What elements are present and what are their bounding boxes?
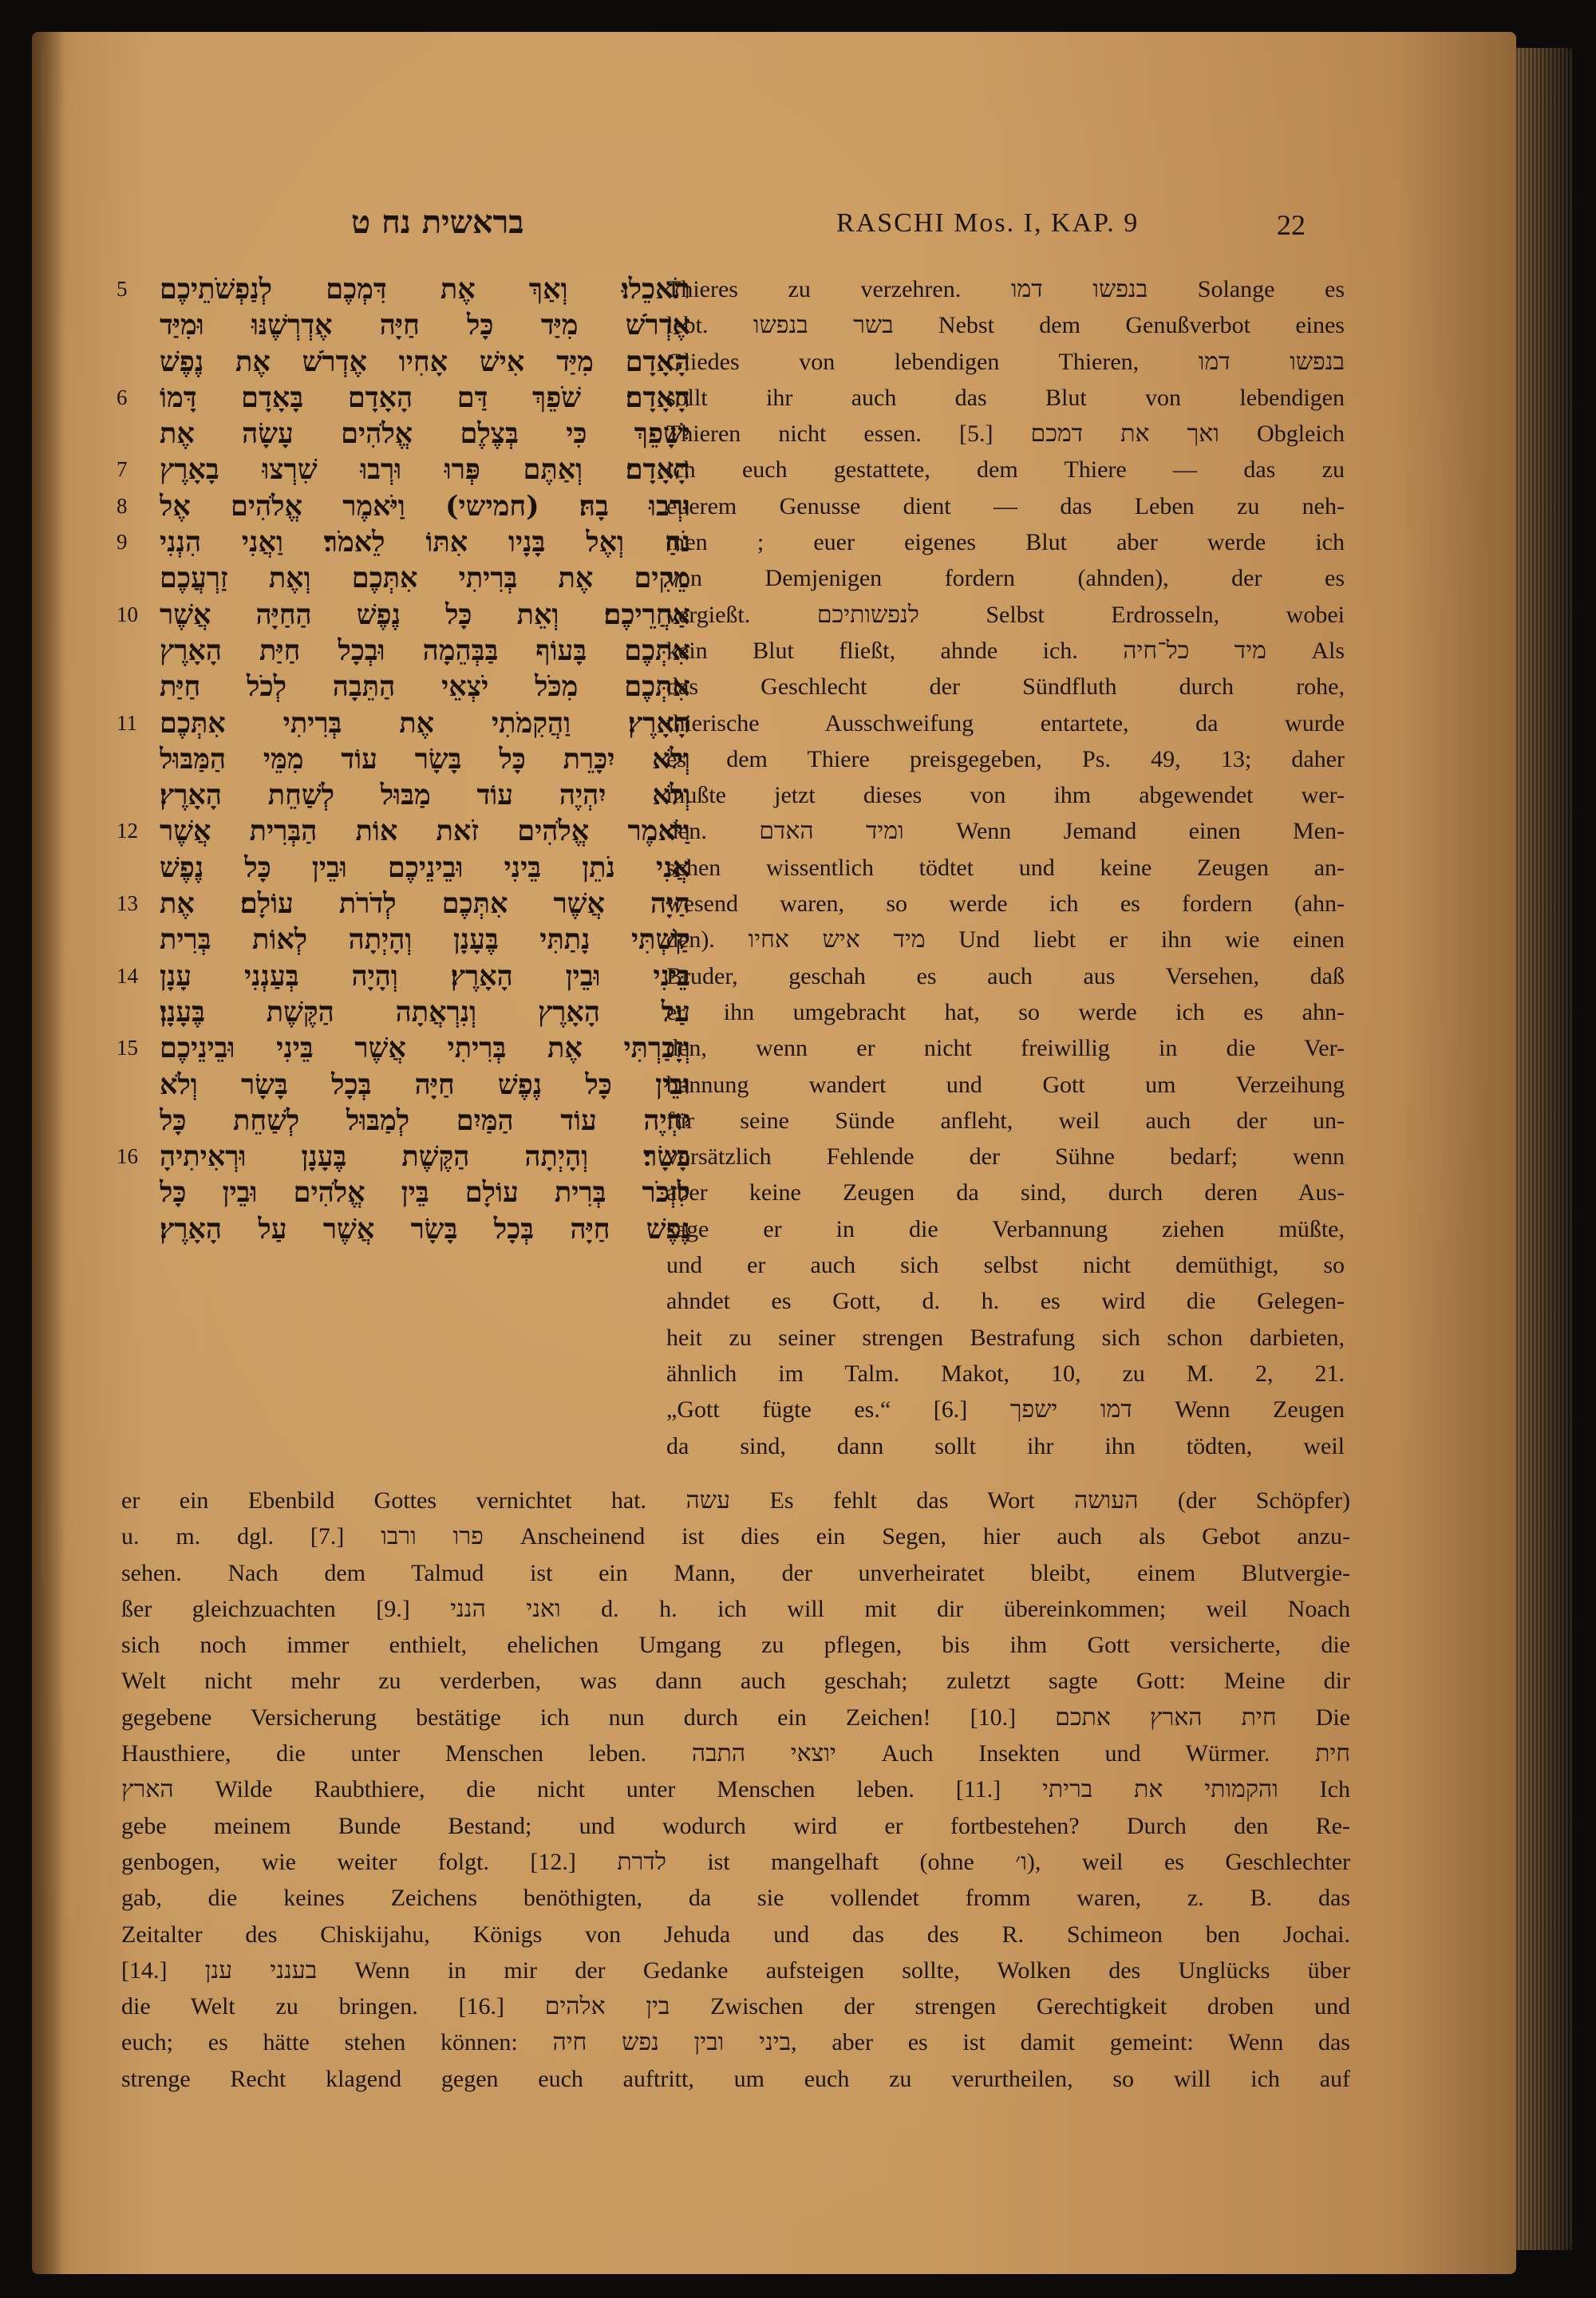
hebrew-verse-line: [112, 705, 690, 741]
hebrew-verse-text: אַחֲרֵיכֶם׃ וְאֵת כָּל נֶפֶשׁ הַחַיָּה אֲשֶׁר: [160, 598, 690, 631]
hebrew-verse-text: אִתְּכֶם מִכֹּל יֹצְאֵי הַתֵּבָה לְכֹל חַיַּת: [160, 670, 690, 704]
commentary-line: ich euch gestattete, dem Thiere — das zu: [666, 456, 1345, 484]
book-page: [32, 32, 1516, 2274]
hebrew-verse-text: עַל הָאָרֶץ וְנִרְאֲתָה הַקֶּשֶׁת בֶּעָנָן׃: [160, 995, 690, 1029]
hebrew-verse-text: הָאָדָם מִיַּד אִישׁ אָחִיו אֶדְרֹשׁ אֶת נֶפֶשׁ: [160, 345, 690, 378]
hebrew-verse-line: [112, 669, 690, 705]
hebrew-verse-line: [112, 741, 690, 777]
hebrew-verse-text: נֹחַ וְאֶל בָּנָיו אִתּוֹ לֵאמֹר׃ וַאֲנִי הִנְנִי: [160, 526, 690, 559]
hebrew-verse-text: וְזָכַרְתִּי אֶת בְּרִיתִי אֲשֶׁר בֵּינִי וּבֵינֵיכֶם: [160, 1032, 690, 1065]
commentary-line: den). מיד איש אחיו Und liebt er ihn wie einen: [666, 926, 1345, 954]
commentary-line-full: sich noch immer enthielt, ehelichen Umgang zu pflegen, bis ihm Gott versicherte, die: [121, 1632, 1350, 1659]
hebrew-verse-line: [112, 524, 690, 560]
hebrew-verse-line: [112, 813, 690, 849]
hebrew-verse-line: [112, 488, 690, 524]
commentary-line-full: genbogen, wie weiter folgt. [12.] לדרת ist mangelhaft (ohne ו׳), weil es Geschlechter: [121, 1848, 1350, 1875]
commentary-line: men ; euer eigenes Blut aber werde ich: [666, 529, 1345, 556]
hebrew-verse-text: וְלֹא יִהְיֶה עוֹד מַבּוּל לְשַׁחֵת הָאָרֶץ׃: [160, 779, 690, 812]
full-width-commentary: [121, 1483, 1350, 2097]
hebrew-verse-text: חַיָּה אֲשֶׁר אִתְּכֶם לְדֹרֹת עוֹלָם׃ אֶת: [160, 887, 690, 921]
verse-number: 16: [117, 1144, 138, 1169]
hebrew-verse-line: [112, 922, 690, 958]
verse-number: 13: [117, 891, 138, 916]
verse-number: 14: [117, 963, 138, 988]
commentary-line-full: Zeitalter des Chiskijahu, Königs von Jehuda und das des R. Schimeon ben Jochai.: [121, 1921, 1350, 1948]
hebrew-verse-line: [112, 1030, 690, 1066]
commentary-line: mußte jetzt dieses von ihm abgewendet wer-: [666, 782, 1345, 809]
verse-number: 5: [117, 277, 128, 301]
page-header: [32, 203, 1516, 251]
commentary-line-full: er ein Ebenbild Gottes vernichtet hat. עשה Es fehlt das Wort העושה (der Schöpfer): [121, 1487, 1350, 1514]
commentary-line: Bruder, geschah es auch aus Versehen, daß: [666, 962, 1345, 989]
commentary-line: lebt. בשר בנפשו Nebst dem Genußverbot eines: [666, 312, 1345, 339]
hebrew-verse-line: [112, 344, 690, 380]
hebrew-verse-line: [112, 777, 690, 813]
commentary-line: Thieren nicht essen. [5.] ואך את דמכם Obgleich: [666, 421, 1345, 448]
commentary-line: „Gott fügte es.“ [6.] דמו ישפך Wenn Zeugen: [666, 1396, 1345, 1423]
hebrew-verse-text: וּרְבוּ בָהּ׃ (חמישי) וַיֹּאמֶר אֱלֹהִים אֶל: [160, 489, 690, 523]
commentary-line: den. ומיד האדם Wenn Jemand einen Men-: [666, 818, 1345, 845]
verse-number: 12: [117, 819, 138, 843]
hebrew-verse-text: נֶפֶשׁ חַיָּה בְּכָל בָּשָׂר אֲשֶׁר עַל הָאָרֶץ׃: [160, 1212, 690, 1246]
commentary-line-full: strenge Recht klagend gegen euch auftritt, um euch zu verurtheilen, so will ich auf: [121, 2065, 1350, 2092]
hebrew-verse-line: [112, 597, 690, 633]
hebrew-verse-line: [112, 1139, 690, 1175]
page-gutter-shadow: [32, 32, 64, 2274]
hebrew-verse-text: וַיֹּאמֶר אֱלֹהִים זֹאת אוֹת הַבְּרִית אֲשֶׁר: [160, 815, 690, 848]
commentary-line: es dem Thiere preisgegeben, Ps. 49, 13; daher: [666, 745, 1345, 772]
commentary-line: ähnlich im Talm. Makot, 10, zu M. 2, 21.: [666, 1360, 1345, 1387]
commentary-line: für seine Sünde anfleht, weil auch der un-: [666, 1107, 1345, 1134]
commentary-line: vergießt. לנפשותיכם Selbst Erdrosseln, wobei: [666, 601, 1345, 628]
hebrew-verse-text: לִזְכֹּר בְּרִית עוֹלָם בֵּין אֱלֹהִים וּבֵין כָּל: [160, 1176, 690, 1210]
commentary-line-full: gegebene Versicherung bestätige ich nun durch ein Zeichen! [10.] חית הארץ אתכם Die: [121, 1704, 1350, 1731]
hebrew-verse-line: [112, 560, 690, 596]
hebrew-verse-text: הָאָדָם׃ שֹׁפֵךְ דַּם הָאָדָם בָּאָדָם דָּמוֹ: [160, 381, 690, 414]
hebrew-verse-text: בָּשָׂר׃ וְהָיְתָה הַקֶּשֶׁת בֶּעָנָן וּרְאִיתִיהָ: [160, 1140, 690, 1174]
commentary-line-full: gab, die keines Zeichens benöthigten, da sie vollendet fromm waren, z. B. das: [121, 1885, 1350, 1912]
hebrew-verse-text: אֶדְרֹשׁ מִיַּד כָּל חַיָּה אֶדְרְשֶׁנּוּ וּמִיַּד: [160, 309, 690, 342]
verse-number: 7: [117, 457, 128, 482]
hebrew-verse-text: הָאָרֶץ׃ וַהֲקִמֹתִי אֶת בְּרִיתִי אִתְּכֶם: [160, 706, 690, 740]
hebrew-verse-text: אֲנִי נֹתֵן בֵּינִי וּבֵינֵיכֶם וּבֵין כָּל נֶפֶשׁ: [160, 851, 690, 884]
hebrew-verse-text: יִשָּׁפֵךְ כִּי בְּצֶלֶם אֱלֹהִים עָשָׂה אֶת: [160, 417, 690, 451]
commentary-line-full: die Welt zu bringen. [16.] בין אלהים Zwischen der strengen Gerechtigkeit droben und: [121, 1993, 1350, 2020]
hebrew-verse-text: יִהְיֶה עוֹד הַמַּיִם לְמַבּוּל לְשַׁחֵת כָּל: [160, 1104, 690, 1137]
commentary-line: wesend waren, so werde ich es fordern (ahn-: [666, 890, 1345, 918]
verse-number: 8: [117, 493, 128, 518]
commentary-line-full: Welt nicht mehr zu verderben, was dann auch geschah; zuletzt sagte Gott: Meine dir: [121, 1668, 1350, 1695]
hebrew-verse-text: הָאָדָם׃ וְאַתֶּם פְּרוּ וּרְבוּ שִׁרְצוּ בָאָרֶץ: [160, 453, 690, 487]
commentary-line: und er auch sich selbst nicht demüthigt, so: [666, 1252, 1345, 1279]
hebrew-verse-line: [112, 271, 690, 307]
commentary-line: ahndet es Gott, d. h. es wird die Gelegen-: [666, 1288, 1345, 1315]
verse-number: 15: [117, 1036, 138, 1060]
commentary-line: vorsätzlich Fehlende der Sühne bedarf; wenn: [666, 1143, 1345, 1171]
commentary-line: Thieres zu verzehren. בנפשו דמו Solange es: [666, 276, 1345, 302]
verse-number: 11: [117, 710, 137, 735]
hebrew-verse-line: [112, 416, 690, 452]
commentary-line: das Geschlecht der Sündfluth durch rohe,: [666, 673, 1345, 701]
commentary-line: schen wissentlich tödtet und keine Zeugen an-: [666, 854, 1345, 881]
hebrew-verse-line: [112, 452, 690, 488]
hebrew-text-column: [112, 271, 690, 1247]
hebrew-verse-line: [112, 850, 690, 886]
commentary-line: den, wenn er nicht freiwillig in die Ver-: [666, 1035, 1345, 1062]
commentary-line: sage er in die Verbannung ziehen müßte,: [666, 1215, 1345, 1242]
hebrew-verse-text: אִתְּכֶם בָּעוֹף בַּבְּהֵמָה וּבְכָל חַיַּת הָאָרֶץ: [160, 634, 690, 667]
hebrew-verse-line: [112, 633, 690, 669]
page-number: 22: [1277, 209, 1306, 241]
commentary-line-full: u. m. dgl. [7.] פרו ורבו Anscheinend ist dies ein Segen, hier auch als Gebot anzu-: [121, 1523, 1350, 1550]
commentary-line-full: ßer gleichzuachten [9.] ואני הנני d. h. ich will mit dir übereinkommen; weil Noach: [121, 1595, 1350, 1622]
commentary-line: von Demjenigen fordern (ahnden), der es: [666, 565, 1345, 592]
hebrew-verse-line: [112, 1175, 690, 1210]
commentary-line-full: Hausthiere, die unter Menschen leben. יוצאי התבה Auch Insekten und Würmer. חית: [121, 1740, 1350, 1767]
running-head: RASCHI Mos. I, KAP. 9: [836, 208, 1140, 238]
hebrew-running-title: בראשית נח ט: [351, 203, 524, 241]
commentary-line-full: gebe meinem Bunde Bestand; und wodurch wird er fortbestehen? Durch den Re-: [121, 1812, 1350, 1839]
commentary-line: euerem Genusse dient — das Leben zu neh-: [666, 492, 1345, 519]
hebrew-verse-line: [112, 994, 690, 1030]
hebrew-verse-line: [112, 380, 690, 416]
hebrew-verse-text: בֵּינִי וּבֵין הָאָרֶץ׃ וְהָיָה בְּעַנְנִי עָנָן: [160, 959, 690, 993]
commentary-line: Gliedes von lebendigen Thieren, בנפשו דמו: [666, 348, 1345, 375]
verse-number: 9: [117, 530, 128, 555]
hebrew-verse-line: [112, 1103, 690, 1139]
commentary-line: er ihn umgebracht hat, so werde ich es ahn-: [666, 998, 1345, 1025]
commentary-line-full: [14.] בענני ענן Wenn in mir der Gedanke aufsteigen sollte, Wolken des Unglücks über: [121, 1956, 1350, 1984]
commentary-line: heit zu seiner strengen Bestrafung sich schon darbieten,: [666, 1324, 1345, 1351]
hebrew-verse-line: [112, 1211, 690, 1247]
commentary-line: sollt ihr auch das Blut von lebendigen: [666, 384, 1345, 411]
verse-number: 6: [117, 385, 128, 409]
hebrew-verse-text: וּבֵין כָּל נֶפֶשׁ חַיָּה בְּכָל בָּשָׂר וְלֹא: [160, 1068, 690, 1101]
commentary-line-full: sehen. Nach dem Talmud ist ein Mann, der unverheiratet bleibt, einem Blutvergie-: [121, 1559, 1350, 1586]
commentary-line: bannung wandert und Gott um Verzeihung: [666, 1071, 1345, 1098]
commentary-line-full: הארץ Wilde Raubthiere, die nicht unter Menschen leben. [11.] והקמותי את בריתי Ich: [121, 1776, 1350, 1803]
hebrew-verse-text: וְלֹא יִכָּרֵת כָּל בָּשָׂר עוֹד מִמֵּי הַמַּבּוּל: [160, 742, 690, 776]
german-commentary-column: [666, 271, 1345, 1464]
commentary-line: thierische Ausschweifung entartete, da wurde: [666, 709, 1345, 736]
hebrew-verse-line: [112, 307, 690, 343]
commentary-line: kein Blut fließt, ahnde ich. מיד כל־חיה Als: [666, 637, 1345, 664]
commentary-line-full: euch; es hätte stehen können: ביני ובין נפש חיה, aber es ist damit gemeint: Wenn das: [121, 2029, 1350, 2056]
hebrew-verse-text: מֵקִים אֶת בְּרִיתִי אִתְּכֶם וְאֶת זַרְעֲכֶם: [160, 562, 690, 595]
commentary-line: aber keine Zeugen da sind, durch deren Aus-: [666, 1179, 1345, 1206]
hebrew-verse-line: [112, 886, 690, 922]
hebrew-verse-text: תֹאכֵלוּ׃ וְאַךְ אֶת דִּמְכֶם לְנַפְשֹׁתֵיכֶם: [160, 273, 690, 306]
hebrew-verse-line: [112, 1067, 690, 1103]
hebrew-verse-line: [112, 958, 690, 994]
hebrew-verse-text: קַשְׁתִּי נָתַתִּי בֶּעָנָן וְהָיְתָה לְאוֹת בְּרִית: [160, 923, 690, 957]
commentary-line: da sind, dann sollt ihr ihn tödten, weil: [666, 1432, 1345, 1459]
verse-number: 10: [117, 602, 138, 626]
